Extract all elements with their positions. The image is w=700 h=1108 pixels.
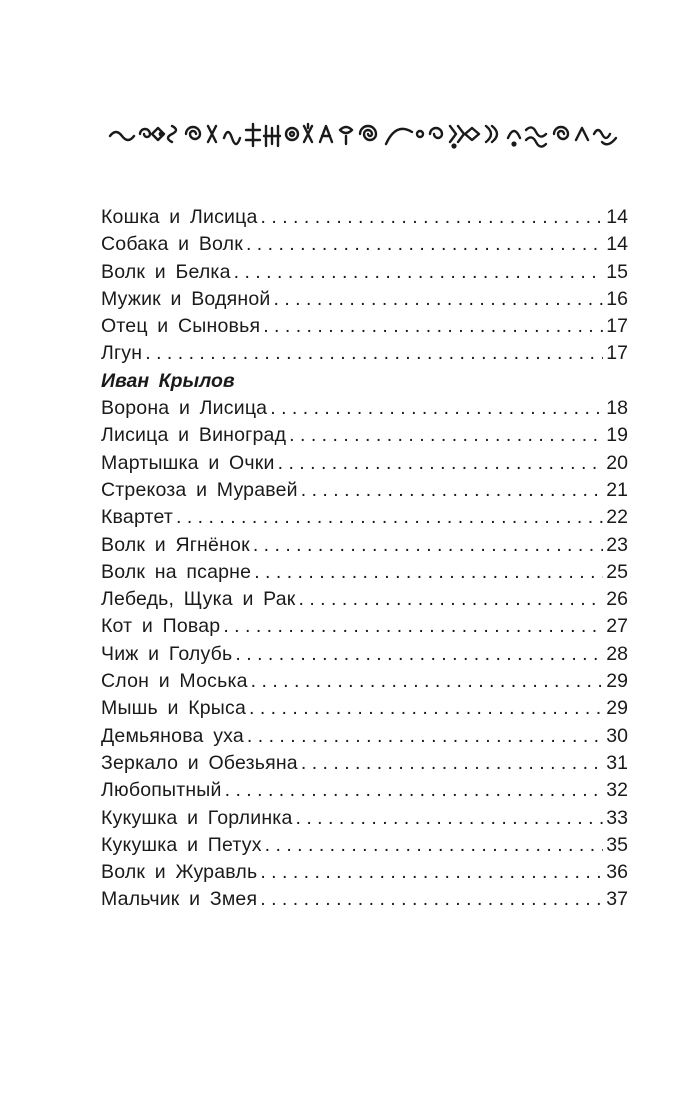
toc-dot-leader [301,750,603,777]
toc-dot-leader [223,613,603,640]
toc-dot-leader [301,477,604,504]
toc-entry-page: 26 [606,588,628,611]
toc-entry-title: Чиж и Голубь [101,642,233,665]
toc-entry[interactable] [101,586,628,613]
toc-dot-leader [145,340,603,367]
toc-entry[interactable] [101,805,628,832]
toc-entry-page: 15 [606,260,628,283]
toc-entry[interactable] [101,313,628,340]
toc-entry-title: Волк и Ягнёнок [101,533,250,556]
toc-entry-page: 37 [606,888,628,911]
toc-entry-page: 17 [606,342,628,365]
toc-entry-title: Отец и Сыновья [101,315,261,338]
toc-entry[interactable] [101,204,628,231]
toc-dot-leader [261,204,604,231]
toc-dot-leader [289,422,603,449]
toc-dot-leader [253,532,603,559]
toc-entry[interactable] [101,340,628,367]
toc-dot-leader [234,259,604,286]
toc-entry[interactable] [101,559,628,586]
toc-entry-title: Мартышка и Очки [101,451,275,474]
toc-dot-leader [176,504,603,531]
toc-entry-page: 30 [606,724,628,747]
toc-entry[interactable] [101,259,628,286]
toc-entry[interactable] [101,886,628,913]
toc-entry[interactable] [101,477,628,504]
toc-entry-title: Квартет [101,506,174,529]
toc-entry-page: 14 [606,233,628,256]
toc-entry-title: Мужик и Водяной [101,287,271,310]
toc-entry-title: Кошка и Лисица [101,206,258,228]
toc-entry-title: Лебедь, Щука и Рак [101,588,296,611]
toc-entry[interactable] [101,613,628,640]
toc-dot-leader [254,559,603,586]
toc-dot-leader [274,286,604,313]
toc-entry-page: 21 [606,478,628,501]
toc-dot-leader [270,395,603,422]
toc-section-heading: Иван Крылов [101,369,235,392]
toc-entry[interactable] [101,286,628,313]
toc-dot-leader [299,586,604,613]
toc-entry[interactable] [101,723,628,750]
toc-entry[interactable] [101,231,628,258]
toc-entry[interactable] [101,695,628,722]
toc-dot-leader [235,641,603,668]
toc-entry-title: Слон и Моська [101,670,248,693]
toc-entry-title: Лисица и Виноград [101,424,287,447]
toc-entry-title: Демьянова уха [101,724,244,747]
toc-entry-page: 23 [606,533,628,556]
toc-entry-page: 29 [606,697,628,720]
toc-entry[interactable] [101,504,628,531]
toc-entry-page: 28 [606,642,628,665]
toc-entry-page: 31 [606,751,628,774]
toc-dot-leader [260,886,603,913]
toc-entry-title: Лгун [101,342,143,365]
toc-entry-page: 36 [606,861,628,884]
toc-entry[interactable] [101,859,628,886]
toc-entry-page: 18 [606,397,628,420]
toc-entry[interactable] [101,832,628,859]
toc-dot-leader [247,723,603,750]
toc-entry-title: Кукушка и Горлинка [101,806,293,829]
toc-entry[interactable] [101,422,628,449]
toc-entry-title: Мышь и Крыса [101,697,247,720]
toc-dot-leader [225,777,604,804]
toc-dot-leader [278,450,604,477]
toc-dot-leader [260,859,603,886]
toc-entry[interactable] [101,641,628,668]
toc-entry-title: Собака и Волк [101,233,243,256]
toc-dot-leader [246,231,603,258]
toc-entry-title: Кот и Повар [101,615,221,638]
decorative-ornament-band-icon [108,112,620,156]
toc-entry-title: Ворона и Лисица [101,397,268,420]
toc-entry-title: Зеркало и Обезьяна [101,751,298,774]
toc-dot-leader [296,805,604,832]
toc-dot-leader [263,313,603,340]
toc-entry-page: 16 [606,287,628,310]
toc-dot-leader [265,832,604,859]
toc-entry-page: 25 [606,560,628,583]
toc-entry-page: 14 [606,206,628,228]
toc-dot-leader [251,668,604,695]
toc-entry-page: 29 [606,670,628,693]
toc-dot-leader [249,695,603,722]
toc-entry[interactable] [101,668,628,695]
toc-entry-page: 33 [606,806,628,829]
toc-entry-title: Любопытный [101,779,222,802]
toc-entry-page: 35 [606,833,628,856]
toc-entry-page: 22 [606,506,628,529]
toc-entry-page: 20 [606,451,628,474]
toc-entry[interactable] [101,450,628,477]
toc-entry[interactable] [101,777,628,804]
toc-entry-title: Стрекоза и Муравей [101,478,298,501]
toc-entry-page: 19 [606,424,628,447]
toc-entry-title: Волк и Журавль [101,861,258,884]
toc-entry[interactable] [101,532,628,559]
toc-entry-page: 17 [606,315,628,338]
toc-entry-title: Кукушка и Петух [101,833,262,856]
toc-entry-title: Волк на псарне [101,560,252,583]
toc-entry[interactable] [101,750,628,777]
toc-entry-page: 32 [606,779,628,802]
table-of-contents [101,204,628,914]
toc-entry-title: Мальчик и Змея [101,888,258,911]
toc-entry-title: Волк и Белка [101,260,231,283]
toc-entry[interactable] [101,395,628,422]
toc-entry-page: 27 [606,615,628,638]
